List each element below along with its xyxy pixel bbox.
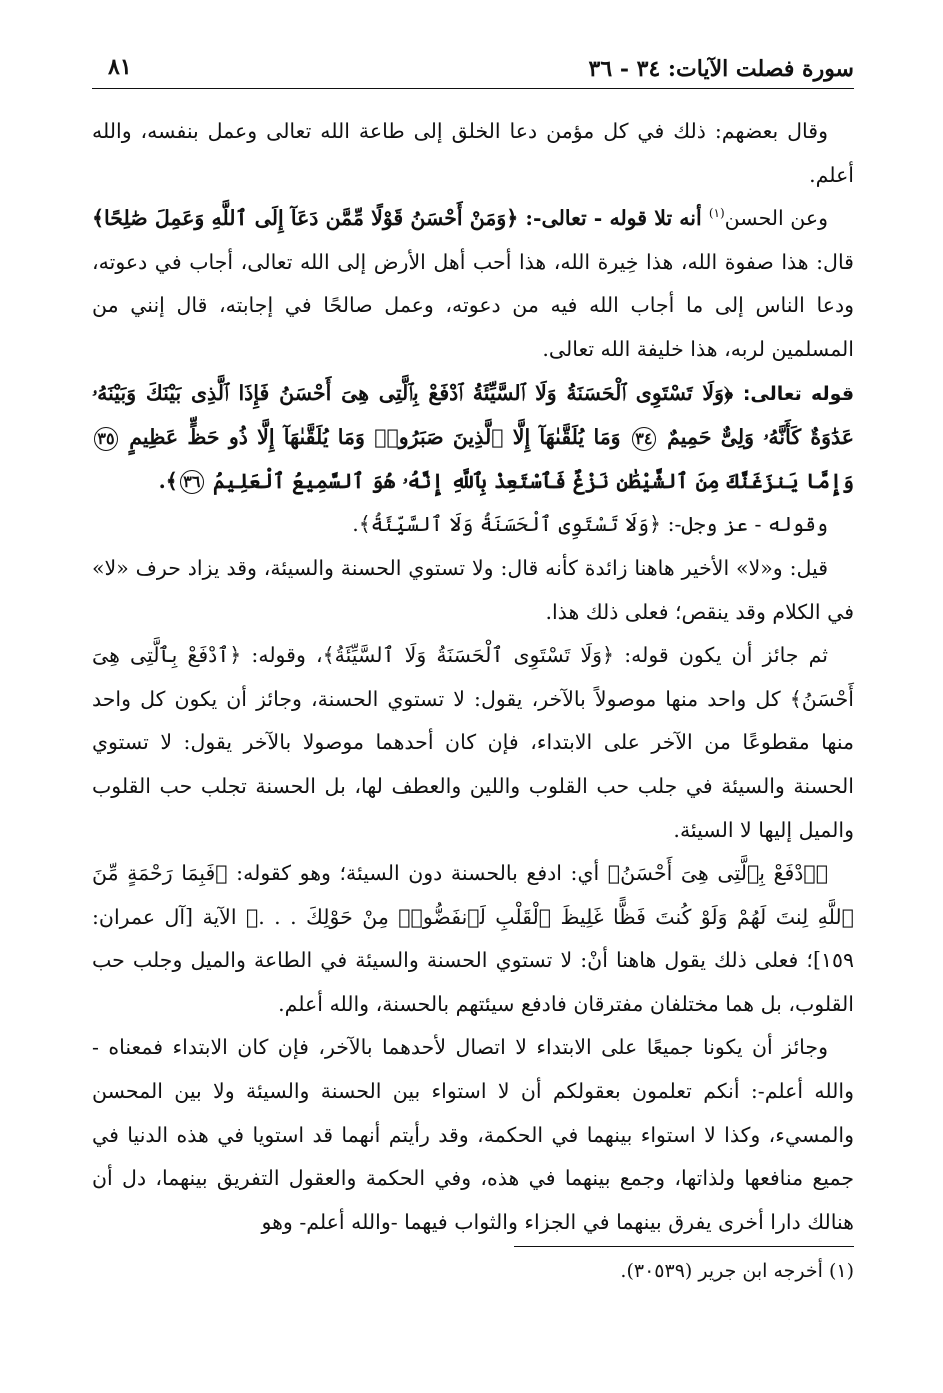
paragraph-7: وجائز أن يكونا جميعًا على الابتداء لا اتصال لأحدهما بالآخر، فإن كان الابتداء فمعناه - والله أعلم-: أنكم تعلمون بعقولكم أن لا استواء بين الحسنة والسيئة ولا بين المحسن والمسيء، وكذا لا استواء بينهما في الحكمة، وقد رأيتم أنهما قد استويا في هذه الدنيا في جميع منافعها ولذاتها، وجمع بينهما في هذه، وفي الحكمة والعقول التفريق بينهما، دل أن هنالك دارا أخرى يفرق بينهما في الجزاء والثواب فيهما -والله أعلم- وهو [92,1035,854,1234]
body-text [92,110,854,1244]
paragraph-6: ﴿ٱدْفَعْ بِٱلَّتِى هِىَ أَحْسَنُ﴾ أي: ادفع بالحسنة دون السيئة؛ وهو كقوله: ﴿فَبِمَا رَحْمَةٍ مِّنَ ٱللَّهِ لِنتَ لَهُمْ وَلَوْ كُنتَ فَظًّا غَلِيظَ ٱلْقَلْبِ لَٱنفَضُّوا۟ مِنْ حَوْلِكَ . . .﴾ الآية [آل عمران: ١٥٩]؛ فعلى ذلك يقول هاهنا أنْ: لا تستوي الحسنة والسيئة في الطاعة والميل وجلب حب القلوب، بل هما مختلفان مفترقان فادفع سيئتهم بالحسنة، والله أعلم. [92,861,854,1016]
footnote: (١) أخرجه ابن جرير (٣٠٥٣٩). [620,1260,854,1282]
paragraph-5: ثم جائز أن يكون قوله: ﴿وَلَا تَسْتَوِى ٱلْحَسَنَةُ وَلَا ٱلسَّيِّئَةُ﴾، وقوله: ﴿ٱدْفَعْ بِٱلَّتِى هِىَ أَحْسَنُ﴾ كل واحد منها موصولاً بالآخر، يقول: لا تستوي الحسنة، وجائز أن يكون كل واحد منها مقطوعًا من الآخر على الابتداء، فإن كان أحدهما موصولا بالآخر يقول: لا تستوي الحسنة والسيئة في جلب حب القلوب واللين والعطف لها، بل الحسنة تجلب حب القلوب والميل إليها لا السيئة. [92,643,854,842]
paragraph-1 [92,110,854,197]
ayah-number-35: ٣٥ [94,427,118,451]
verse-end: ﴾. [158,468,178,493]
paragraph-1-text: وقال بعضهم: ذلك في كل مؤمن دعا الخلق إلى طاعة الله تعالى وعمل بنفسه، والله أعلم. [92,119,854,187]
header-rule [92,88,854,89]
ayah-number-36: ٣٦ [180,470,204,494]
verse-part-3: وَإِمَّا يَنزَغَنَّكَ مِنَ ٱلشَّيْطَٰنِ نَزْغٌ فَٱسْتَعِذْ بِٱللَّهِ إِنَّهُۥ هُوَ ٱلسَّمِيعُ ٱلْعَلِيمُ [205,468,854,493]
verse-part-2: وَمَا يُلَقَّىٰهَآ إِلَّا ٱلَّذِينَ صَبَرُوا۟ وَمَا يُلَقَّىٰهَآ إِلَّا ذُو حَظٍّ عَظِيمٍ [120,425,630,450]
page-number: ٨١ [108,54,132,80]
paragraph-3: وقوله - عز وجل-: ﴿وَلَا تَسْتَوِى ٱلْحَسَنَةُ وَلَا ٱلسَّيِّئَةُ﴾. [352,512,828,537]
paragraph-4: قيل: و«لا» الأخير هاهنا زائدة كأنه قال: ولا تستوي الحسنة والسيئة، وقد يزاد حرف «لا» في الكلام وقد ينقص؛ فعلى ذلك هذا. [92,555,854,624]
paragraph-2-text-start: وعن الحسن [724,206,828,231]
paragraph-2 [92,197,854,371]
verse-block [92,372,854,504]
running-title: سورة فصلت الآيات: ٣٤ - ٣٦ [588,56,854,82]
paragraph-2-quran: أنه تلا قوله - تعالى-: ﴿وَمَنْ أَحْسَنُ قَوْلًا مِّمَّن دَعَآ إِلَى ٱللَّهِ وَعَمِلَ صَٰلِحًا﴾ [92,206,709,231]
verse-part-1: ﴿وَلَا تَسْتَوِى ٱلْحَسَنَةُ وَلَا ٱلسَّيِّئَةُ ٱدْفَعْ بِٱلَّتِى هِىَ أَحْسَنُ فَإِذَا ٱلَّذِى بَيْنَكَ وَبَيْنَهُۥ عَدَٰوَةٌ كَأَنَّهُۥ وَلِىٌّ حَمِيمٌ [92,380,854,450]
ayah-number-34: ٣٤ [632,427,656,451]
footnote-rule [514,1246,854,1247]
document-page [92,48,854,1348]
verse-lead: قوله تعالى: [742,382,855,405]
footnote-ref: (١) [708,206,725,221]
paragraph-2-text-end: قال: هذا صفوة الله، هذا خِيرة الله، هذا أحب أهل الأرض إلى الله تعالى، أجاب في دعوته، ودعا الناس إلى ما أجاب الله فيه من دعوته، وعمل صالحًا في إجابته، قال إنني من المسلمين لربه، هذا خليفة الله تعالى. [92,249,854,361]
page-header [92,48,854,86]
